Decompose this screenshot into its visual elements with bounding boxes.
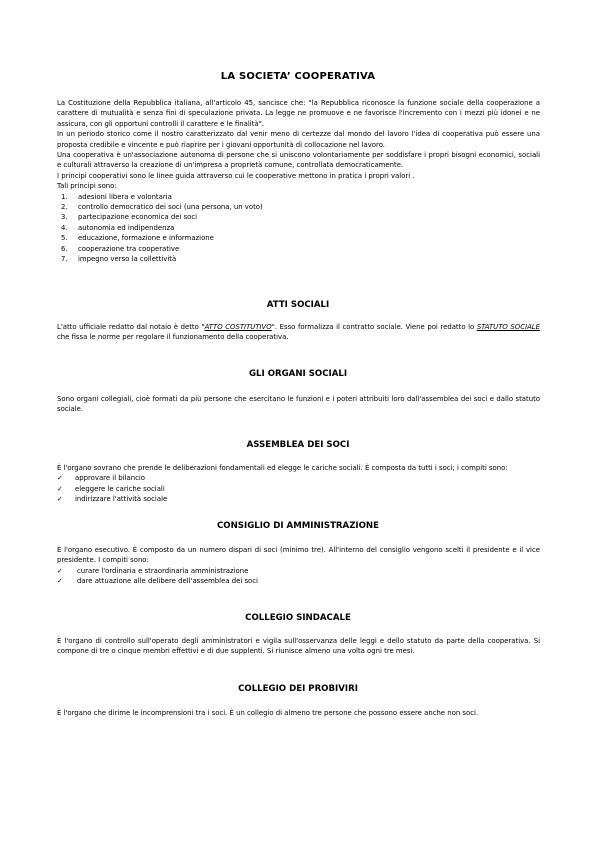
atti-paragraph: L'atto ufficiale redatto dal notaio è detto "ATTO COSTITUTIVO". Esso formalizza il contratto sociale. Viene poi redatto lo STATUTO SOCIALE che fissa le norme per regolare il funzionamento della cooperativa. <box>57 323 540 342</box>
atto-costitutivo-term: ATTO COSTITUTIVO <box>204 323 272 331</box>
intro-paragraph-list-lead: Tali principi sono: <box>57 182 117 191</box>
list-item: 4. autonomia ed indipendenza <box>61 223 175 232</box>
list-item: ✓ dare attuazione alle delibere dell'assemblea dei soci <box>57 577 258 586</box>
list-item: 6. cooperazione tra cooperative <box>61 244 180 253</box>
intro-section <box>57 98 540 265</box>
organi-section <box>57 394 540 415</box>
check-icon: ✓ <box>57 495 63 504</box>
assemblea-paragraph: È l'organo sovrano che prende le deliberazioni fondamentali ed elegge le cariche sociali. È composta da tutti i soci; i compiti sono: <box>57 464 508 472</box>
intro-paragraph-constitution: La Costituzione della Repubblica italiana, all'articolo 45, sancisce che: "la Repubblica riconosce la funzione sociale della cooperazione a carattere di mutualità e senza fini di speculazione privata. La legge ne promuove e ne favorisce l'incremento con i mezzi più idonei e ne assicura, con gli opportuni controlli il carattere e le finalità". <box>57 99 540 128</box>
check-icon: ✓ <box>57 474 63 483</box>
consiglio-duties-list <box>57 566 540 587</box>
intro-paragraph-principles: I principi cooperativi sono le linee guida attraverso cui le cooperative mettono in pratica i propri valori . <box>57 171 415 180</box>
assemblea-section <box>57 463 540 505</box>
intro-paragraph-definition: Una cooperativa è un'associazione autonoma di persone che si uniscono volontariamente per soddisfare i propri bisogni economici, sociali e culturali attraverso la creazione di un'impresa a proprietà comune, controllata democraticamente. <box>57 151 540 170</box>
list-item: ✓ indirizzare l'attività sociale <box>57 495 168 504</box>
consiglio-paragraph: È l'organo esecutivo. È composto da un numero dispari di soci (minimo tre). All'interno del consiglio vengono scelti il presidente e il vice presidente. I compiti sono: <box>57 546 540 565</box>
collegio-sindacale-section <box>57 636 540 657</box>
list-item: ✓ eleggere le cariche sociali <box>57 484 165 493</box>
collegio-sindacale-paragraph: È l'organo di controllo sull'operato degli amministratori e vigila sull'osservanza delle leggi e dello statuto da parte della cooperativa. Si compone di tre o cinque membri effettivi e di due supplenti. Si riunisce almeno una volta ogni tre mesi. <box>57 637 540 656</box>
page-title: LA SOCIETA’ COOPERATIVA <box>220 71 376 82</box>
check-icon: ✓ <box>57 566 63 575</box>
intro-paragraph-context: In un periodo storico come il nostro caratterizzato dal venir meno di certezze dal mondo del lavoro l'idea di cooperativa può essere una proposta credibile e vincente e può riaprire per i giovani opportunità di collocazione nel lavoro. <box>57 130 540 149</box>
list-item: 2. controllo democratico dei soci (una persona, un voto) <box>61 203 263 212</box>
heading-organi-sociali: GLI ORGANI SOCIALI <box>248 369 348 379</box>
assemblea-duties-list <box>57 473 540 504</box>
check-icon: ✓ <box>57 577 63 586</box>
list-item: ✓ curare l'ordinaria e straordinaria amministrazione <box>57 566 249 575</box>
atti-section <box>57 322 540 343</box>
organi-paragraph: Sono organi collegiali, cioè formati da più persone che esercitano le funzioni e i poteri attribuiti loro dall'assemblea dei soci e dallo statuto sociale. <box>57 395 540 414</box>
consiglio-section <box>57 545 540 587</box>
list-item: 7. impegno verso la collettività <box>61 255 177 264</box>
list-item: 3. partecipazione economica dei soci <box>61 213 198 222</box>
probiviri-section <box>57 708 540 718</box>
heading-atti-sociali: ATTI SOCIALI <box>266 300 330 310</box>
list-item: 1. adesioni libera e volontaria <box>61 192 172 201</box>
heading-assemblea: ASSEMBLEA DEI SOCI <box>246 440 350 450</box>
heading-consiglio: CONSIGLIO DI AMMINISTRAZIONE <box>217 521 379 531</box>
statuto-sociale-term: STATUTO SOCIALE <box>476 323 540 331</box>
heading-probiviri: COLLEGIO DEI PROBIVIRI <box>238 684 358 694</box>
check-icon: ✓ <box>57 484 63 493</box>
probiviri-paragraph: È l'organo che dirime le incomprensioni tra i soci. È un collegio di almeno tre persone che possono essere anche non soci. <box>57 709 479 717</box>
list-item: 5. educazione, formazione e informazione <box>61 234 214 243</box>
principles-list <box>57 192 540 265</box>
list-item: ✓ approvare il bilancio <box>57 474 146 483</box>
heading-collegio-sindacale: COLLEGIO SINDACALE <box>245 613 351 623</box>
